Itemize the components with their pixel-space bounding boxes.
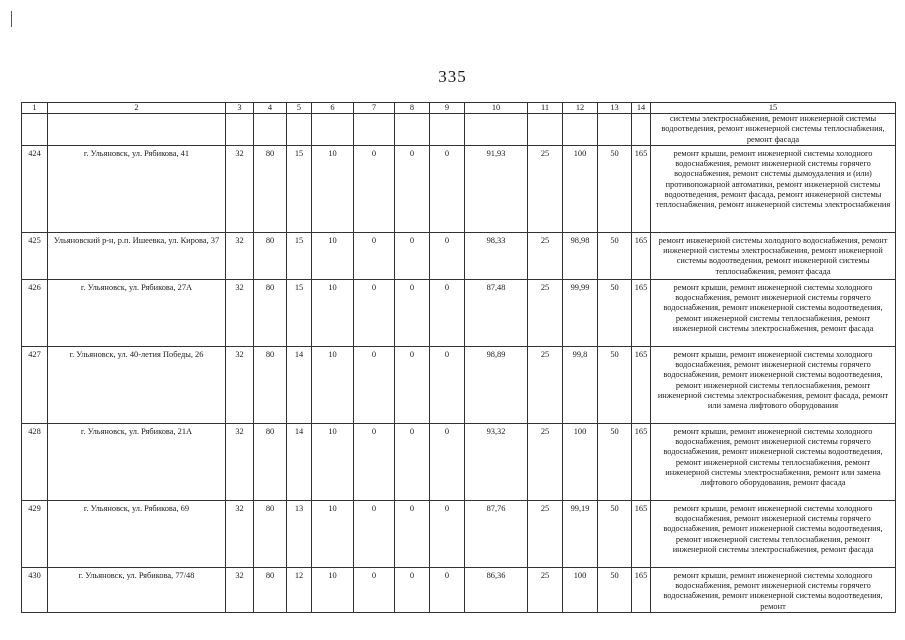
value-cell: 0 — [395, 423, 430, 500]
work-list-cell: ремонт крыши, ремонт инженерной системы холодного водоснабжения, ремонт инженерной системы горячего водоснабжения, ремонт инженерной системы водоотведения, ремонт инженерной системы теплоснабжения, ремонт инженерной системы электроснабжения, ремонт или замена лифтового оборудования, ремонт фасада — [651, 423, 896, 500]
value-cell: 0 — [354, 346, 395, 423]
value-cell: 50 — [598, 232, 632, 279]
value-cell: 0 — [430, 279, 465, 346]
value-cell: 80 — [254, 232, 287, 279]
value-cell: 80 — [254, 145, 287, 232]
header-cell: 5 — [287, 103, 312, 114]
value-cell: 99,8 — [563, 346, 598, 423]
value-cell: 80 — [254, 346, 287, 423]
address-cell: г. Ульяновск, ул. Рябикова, 41 — [48, 145, 226, 232]
header-cell: 12 — [563, 103, 598, 114]
value-cell: 165 — [632, 279, 651, 346]
table-row — [22, 423, 896, 500]
work-list-cell: ремонт крыши, ремонт инженерной системы холодного водоснабжения, ремонт инженерной системы горячего водоснабжения, ремонт инженерной системы водоотведения, ремонт инженерной системы теплоснабжения, ремонт инженерной системы электроснабжения, ремонт фасада, ремонт или замена лифтового оборудования — [651, 346, 896, 423]
value-cell: 165 — [632, 423, 651, 500]
value-cell: 87,48 — [465, 279, 528, 346]
header-cell: 15 — [651, 103, 896, 114]
value-cell: 10 — [312, 145, 354, 232]
value-cell: 93,32 — [465, 423, 528, 500]
value-cell: 10 — [312, 423, 354, 500]
value-cell: 165 — [632, 346, 651, 423]
header-cell: 4 — [254, 103, 287, 114]
work-list-cell: ремонт инженерной системы холодного водоснабжения, ремонт инженерной системы электроснабжения, ремонт инженерной системы водоотведения, ремонт инженерной системы теплоснабжения, ремонт фасада — [651, 232, 896, 279]
value-cell: 32 — [226, 346, 254, 423]
repair-schedule-table — [21, 102, 896, 613]
value-cell: 0 — [354, 145, 395, 232]
work-list-cell: ремонт крыши, ремонт инженерной системы холодного водоснабжения, ремонт инженерной системы горячего водоснабжения, ремонт инженерной системы водоотведения, ремонт инженерной системы теплоснабжения, ремонт инженерной системы электроснабжения, ремонт фасада — [651, 500, 896, 567]
page-number: 335 — [438, 67, 467, 86]
value-cell: 0 — [395, 500, 430, 567]
continuation-row — [22, 114, 896, 146]
value-cell: 0 — [430, 423, 465, 500]
value-cell: 165 — [632, 500, 651, 567]
work-list-cell: ремонт крыши, ремонт инженерной системы холодного водоснабжения, ремонт инженерной системы горячего водоснабжения, ремонт системы дымоудаления и (или) противопожарной автоматики, ремонт инженерной системы водоотведения, ремонт фасада, ремонт инженерной системы теплоснабжения, ремонт инженерной системы электроснабжения — [651, 145, 896, 232]
value-cell: 32 — [226, 145, 254, 232]
value-cell: 50 — [598, 500, 632, 567]
value-cell: 25 — [528, 500, 563, 567]
value-cell: 25 — [528, 232, 563, 279]
value-cell: 0 — [430, 567, 465, 612]
value-cell: 25 — [528, 145, 563, 232]
value-cell: 12 — [287, 567, 312, 612]
value-cell: 0 — [395, 232, 430, 279]
scan-corner-mark — [11, 11, 12, 27]
address-cell: г. Ульяновск, ул. Рябикова, 27А — [48, 279, 226, 346]
header-cell: 2 — [48, 103, 226, 114]
value-cell: 15 — [287, 279, 312, 346]
value-cell: 10 — [312, 567, 354, 612]
header-cell: 10 — [465, 103, 528, 114]
value-cell: 98,33 — [465, 232, 528, 279]
value-cell: 0 — [354, 567, 395, 612]
value-cell: 10 — [312, 279, 354, 346]
value-cell: 0 — [430, 232, 465, 279]
row-number: 425 — [22, 232, 48, 279]
value-cell: 10 — [312, 232, 354, 279]
value-cell: 100 — [563, 567, 598, 612]
value-cell: 14 — [287, 346, 312, 423]
value-cell: 98,98 — [563, 232, 598, 279]
row-number: 424 — [22, 145, 48, 232]
value-cell: 15 — [287, 145, 312, 232]
value-cell: 80 — [254, 279, 287, 346]
value-cell: 14 — [287, 423, 312, 500]
header-cell: 3 — [226, 103, 254, 114]
value-cell: 0 — [395, 279, 430, 346]
row-number: 429 — [22, 500, 48, 567]
table-row — [22, 567, 896, 612]
work-list-cell: ремонт крыши, ремонт инженерной системы холодного водоснабжения, ремонт инженерной системы горячего водоснабжения, ремонт инженерной системы водоотведения, ремонт — [651, 567, 896, 612]
header-cell: 14 — [632, 103, 651, 114]
value-cell: 165 — [632, 232, 651, 279]
value-cell: 25 — [528, 279, 563, 346]
value-cell: 50 — [598, 145, 632, 232]
table-row — [22, 232, 896, 279]
value-cell: 0 — [395, 567, 430, 612]
header-cell: 13 — [598, 103, 632, 114]
value-cell: 32 — [226, 279, 254, 346]
value-cell: 99,19 — [563, 500, 598, 567]
address-cell: Ульяновский р-н, р.п. Ишеевка, ул. Кирова, 37 — [48, 232, 226, 279]
value-cell: 165 — [632, 145, 651, 232]
value-cell: 25 — [528, 423, 563, 500]
value-cell: 25 — [528, 567, 563, 612]
value-cell: 50 — [598, 567, 632, 612]
value-cell: 32 — [226, 232, 254, 279]
header-cell: 9 — [430, 103, 465, 114]
work-list-cell: системы электроснабжения, ремонт инженерной системы водоотведения, ремонт инженерной системы теплоснабжения, ремонт фасада — [651, 114, 896, 146]
column-number-row — [22, 103, 896, 114]
header-cell: 7 — [354, 103, 395, 114]
address-cell: г. Ульяновск, ул. Рябикова, 69 — [48, 500, 226, 567]
table-row — [22, 279, 896, 346]
value-cell: 80 — [254, 423, 287, 500]
value-cell: 15 — [287, 232, 312, 279]
value-cell: 0 — [354, 500, 395, 567]
header-cell: 6 — [312, 103, 354, 114]
value-cell: 32 — [226, 567, 254, 612]
value-cell: 25 — [528, 346, 563, 423]
value-cell: 91,93 — [465, 145, 528, 232]
header-cell: 11 — [528, 103, 563, 114]
address-cell: г. Ульяновск, ул. Рябикова, 77/48 — [48, 567, 226, 612]
table-row — [22, 346, 896, 423]
value-cell: 80 — [254, 500, 287, 567]
value-cell: 32 — [226, 500, 254, 567]
row-number: 426 — [22, 279, 48, 346]
table-row — [22, 145, 896, 232]
value-cell: 87,76 — [465, 500, 528, 567]
value-cell: 10 — [312, 346, 354, 423]
value-cell: 0 — [395, 145, 430, 232]
header-cell: 8 — [395, 103, 430, 114]
value-cell: 98,89 — [465, 346, 528, 423]
value-cell: 50 — [598, 423, 632, 500]
value-cell: 99,99 — [563, 279, 598, 346]
value-cell: 13 — [287, 500, 312, 567]
value-cell: 0 — [430, 346, 465, 423]
work-list-cell: ремонт крыши, ремонт инженерной системы холодного водоснабжения, ремонт инженерной системы горячего водоснабжения, ремонт инженерной системы водоотведения, ремонт инженерной системы теплоснабжения, ремонт инженерной системы электроснабжения, ремонт фасада — [651, 279, 896, 346]
address-cell: г. Ульяновск, ул. Рябикова, 21А — [48, 423, 226, 500]
value-cell: 0 — [354, 232, 395, 279]
value-cell: 100 — [563, 423, 598, 500]
value-cell: 86,36 — [465, 567, 528, 612]
row-number: 428 — [22, 423, 48, 500]
value-cell: 0 — [354, 423, 395, 500]
row-number: 427 — [22, 346, 48, 423]
value-cell: 0 — [395, 346, 430, 423]
table-row — [22, 500, 896, 567]
value-cell: 32 — [226, 423, 254, 500]
header-cell: 1 — [22, 103, 48, 114]
value-cell: 165 — [632, 567, 651, 612]
value-cell: 10 — [312, 500, 354, 567]
value-cell: 100 — [563, 145, 598, 232]
value-cell: 0 — [354, 279, 395, 346]
value-cell: 0 — [430, 145, 465, 232]
value-cell: 80 — [254, 567, 287, 612]
value-cell: 0 — [430, 500, 465, 567]
address-cell: г. Ульяновск, ул. 40-летия Победы, 26 — [48, 346, 226, 423]
value-cell: 50 — [598, 346, 632, 423]
value-cell: 50 — [598, 279, 632, 346]
row-number: 430 — [22, 567, 48, 612]
